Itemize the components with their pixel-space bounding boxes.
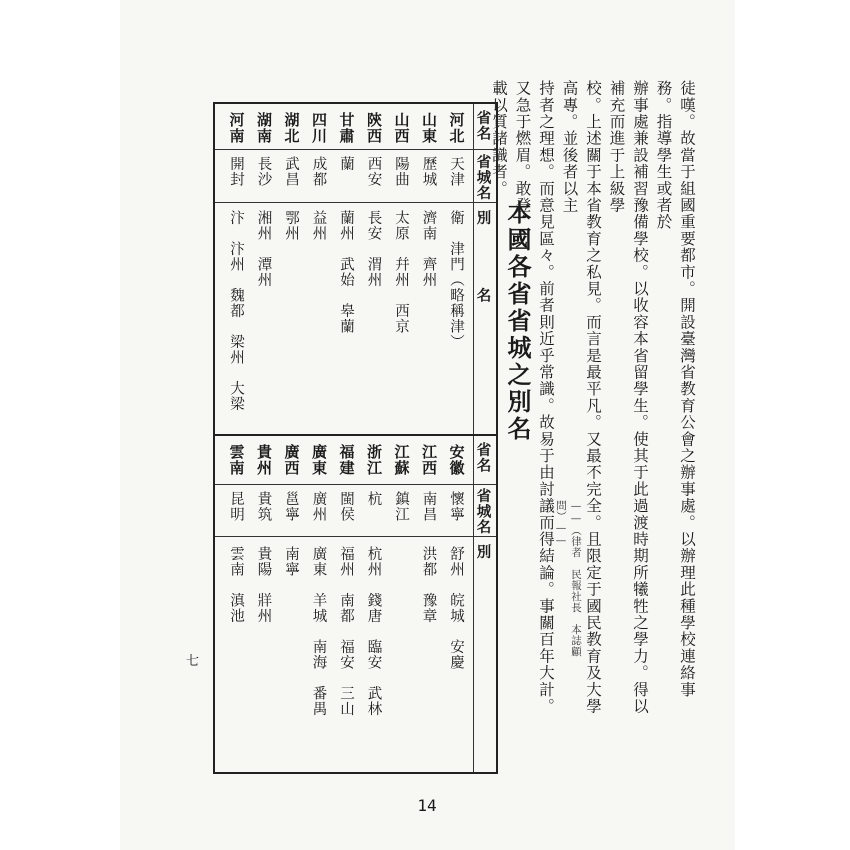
capital-cell: 杭	[365, 491, 382, 507]
capital-cell: 昆明	[228, 491, 244, 522]
province-cell: 廣西	[282, 444, 301, 476]
capital-cell: 懷寧	[448, 491, 464, 522]
province-cell: 湖南	[255, 112, 273, 144]
province-cell: 陝西	[365, 112, 383, 144]
table-bottom-section	[215, 436, 496, 772]
essay-line: 載以質諸識者。	[490, 80, 508, 197]
capital-cell: 陽曲	[393, 156, 409, 187]
capital-cell: 歷城	[420, 156, 437, 187]
alias-cell: 福州 南都 福安 三山	[338, 546, 354, 717]
alias-cell: 汴 汴州 魏都 梁州 大梁	[228, 210, 244, 412]
alias-cell: 太原 幷州 西京	[393, 210, 409, 334]
province-cell: 甘肅	[337, 112, 356, 144]
province-cell: 雲南	[227, 444, 246, 476]
alias-cell: 衛 津門（略稱津）	[448, 210, 464, 350]
header-capital: 省城名	[474, 488, 492, 535]
alias-cell: 鄂州	[283, 210, 299, 241]
province-cell: 浙江	[365, 444, 383, 476]
page-number: 14	[417, 796, 437, 815]
province-cell: 山東	[420, 112, 438, 144]
alias-cell: 湘州 潭州	[255, 210, 272, 288]
capital-cell: 蘭	[338, 156, 354, 172]
province-cell: 河南	[227, 112, 246, 144]
province-cell: 山西	[392, 112, 411, 144]
province-cell: 安徽	[447, 444, 466, 476]
alias-cell: 南寧	[283, 546, 299, 577]
province-cell: 貴州	[255, 444, 273, 476]
header-capital: 省城名	[474, 154, 492, 201]
province-cell: 江蘇	[392, 444, 411, 476]
essay-line: 校。上述關于本省教育之私見。而言是最平凡。又最不完全。且限定于國民教育及大學高專。並後者以主	[560, 80, 602, 715]
header-province: 省名	[474, 110, 492, 141]
province-cell: 河北	[447, 112, 466, 144]
alias-cell: 舒州 皖城 安慶	[448, 546, 464, 670]
header-alias: 別 名	[474, 210, 492, 303]
alias-cell: 洪都 豫章	[420, 546, 437, 624]
province-cell: 廣東	[310, 444, 328, 476]
capital-cell: 天津	[448, 156, 464, 187]
capital-cell: 廣州	[310, 491, 327, 522]
capital-cell: 武昌	[283, 156, 299, 187]
alias-cell: 長安 渭州	[365, 210, 382, 288]
province-cell: 湖北	[282, 112, 301, 144]
province-capitals-table	[213, 102, 498, 774]
essay-line: 持者之理想。而意見區々。前者則近乎常識。故易于由討議而得結論。事關百年大計。又急于燃眉。敢登	[513, 80, 555, 715]
table-top-section	[215, 104, 496, 436]
province-cell: 福建	[337, 444, 356, 476]
side-number: 七	[186, 654, 200, 669]
capital-cell: 成都	[310, 156, 327, 187]
alias-cell: 濟南 齊州	[420, 210, 437, 288]
essay-line: 徒嘆。故當于組國重要都市。開設臺灣省教育公會之辦事處。以辦理此種學校連絡事務。指導學生或者於	[654, 80, 696, 698]
capital-cell: 鎮江	[393, 491, 409, 522]
province-cell: 四川	[310, 112, 328, 144]
capital-cell: 開封	[228, 156, 244, 187]
capital-cell: 西安	[365, 156, 382, 187]
capital-cell: 長沙	[255, 156, 272, 187]
alias-cell: 貴陽 牂州	[255, 546, 272, 624]
author-signature: ——（律者 民報社長 本誌顧問）——	[555, 500, 582, 657]
alias-cell: 益州	[310, 210, 327, 241]
capital-cell: 閩侯	[338, 491, 354, 522]
alias-cell: 蘭州 武始 皋蘭	[338, 210, 354, 334]
header-alias: 別	[474, 544, 492, 560]
province-cell: 江西	[420, 444, 438, 476]
capital-cell: 貴筑	[255, 491, 272, 522]
capital-cell: 邕寧	[283, 491, 299, 522]
table-title: 本國各省省城之別名	[503, 200, 532, 443]
alias-cell: 杭州 錢唐 臨安 武林	[365, 546, 382, 717]
essay-line: 辦事處兼設補習豫備學校。以收容本省留學生。使其于此過渡時期所犧牲之學力。得以補充而進于上級學	[607, 80, 649, 715]
header-province: 省名	[474, 442, 492, 473]
capital-cell: 南昌	[420, 491, 437, 522]
alias-cell: 雲南 滇池	[228, 546, 244, 624]
alias-cell: 廣東 羊城 南海 番禺	[310, 546, 327, 717]
